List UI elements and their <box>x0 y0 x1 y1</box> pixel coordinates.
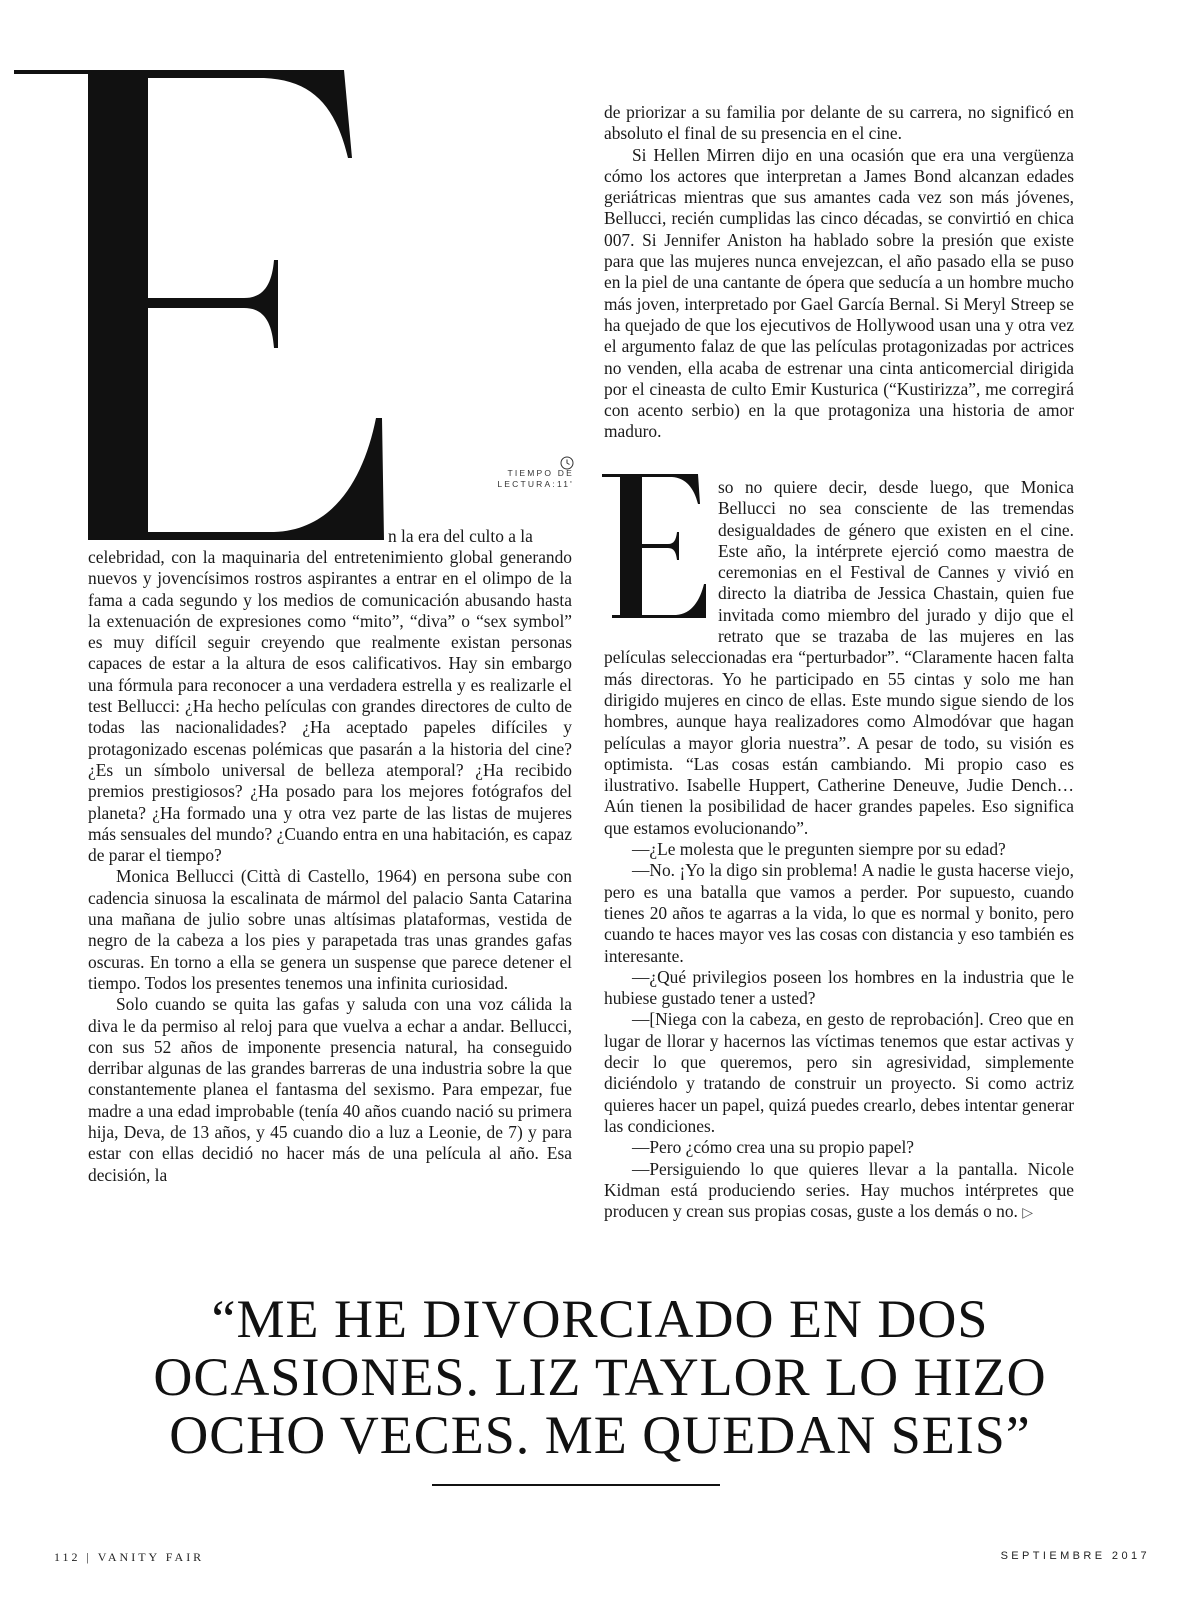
dialogue-line: —[Niega con la cabeza, en gesto de reprobación]. Creo que en lugar de llorar y hacernos las víctimas tenemos que estar activas y decir lo que queremos, pero sin agresividad, simplemente diciéndolo y tratando de construir un proyecto. Si como actriz quieres hacer un papel, quizá puedes crearlo, debes intentar generar las condiciones. <box>604 1009 1074 1136</box>
left-paragraph: Solo cuando se quita las gafas y saluda con una voz cálida la diva le da permiso al reloj para que vuelva a echar a andar. Bellucci, con sus 52 años de imponente presencia natural, ha conseguido derribar algunas de las grandes barreras de una industria sobre la que constantemente planea el fantasma del sexismo. Para empezar, fue madre a una edad improbable (tenía 40 años cuando nació su primera hija, Deva, de 13 años, y 45 cuando dio a luz a Leonie, de 7) y para estar con ellas decidió no hacer más de una película al año. Esa decisión, la <box>88 994 572 1185</box>
right-paragraph: de priorizar a su familia por delante de su carrera, no significó en absoluto el final de su presencia en el cine. <box>604 102 1074 144</box>
left-paragraph: celebridad, con la maquinaria del entretenimiento global generando nuevos y jovencísimos rostros aspirantes a entrar en el olimpo de la fama a cada segundo y los medios de comunicación abusando hasta la extenuación de expresiones como “mito”, “diva” o “sex symbol” es muy difícil seguir creyendo que realmente existan personas capaces de estar a la altura de esos calificativos. Hay sin embargo una fórmula para reconocer a una verdadera estrella y es realizarle el test Bellucci: ¿Ha hecho películas con grandes directores de culto de todas las nacionalidades? ¿Ha aceptado papeles difíciles y protagonizado escenas polémicas que pasarán a la historia del cine? ¿Es un símbolo universal de belleza atemporal? ¿Ha recibido premios prestigiosos? ¿Ha posado para los mejores fotógrafos del planeta? ¿Ha formado una y otra vez parte de las listas de mujeres más sensuales del mundo? ¿Cuando entra en una habitación, es capaz de parar el tiempo? <box>88 547 572 866</box>
right-column-lower <box>604 477 1074 1224</box>
dialogue-line-last <box>604 1159 1074 1225</box>
right-dropcap-text: so no quiere decir, desde luego, que Monica Bellucci no sea consciente de las tremendas desigualdades de género que existen en el cine. Este año, la intérprete ejerció como maestra de ceremonias en el Festival de Cannes y vivió en directo la diatriba de Jessica Chastain, quien fue invitada como miembro del jurado y dijo que el retrato que se trazaba de las mujeres en las películas seleccionadas era “perturbador”. “Claramente hacen falta más directoras. Yo he participado en 55 cintas y solo me han dirigido mujeres en cinco de ellas. Este mundo sigue siendo de los hombres, aunque haya realizadores como Almodóvar que hagan películas a mayor gloria nuestra”. A pesar de todo, su visión es optimista. “Las cosas están cambiando. Mi propio caso es ilustrativo. Isabelle Huppert, Catherine Deneuve, Judie Dench… Aún tienen la posibilidad de hacer grandes papeles. Eso significa que estamos evolucionando”. <box>604 477 1074 838</box>
dropcap-big-e <box>14 8 404 568</box>
footer-page-folio: 112 | VANITY FAIR <box>54 1550 205 1564</box>
dialogue-line: —¿Qué privilegios poseen los hombres en la industria que le hubiese gustado tener a usted? <box>604 966 1074 1009</box>
left-column <box>88 547 572 1186</box>
left-paragraph: Monica Bellucci (Città di Castello, 1964) en persona sube con cadencia sinuosa la escalinata de mármol del palacio Santa Catarina una mañana de julio sobre unas altísimas plataformas, vestida de negro de la cabeza a los pies y parapetada tras unas grandes gafas oscuras. En torno a ella se genera un suspense que parece detener el tiempo. Todos los presentes tenemos una infinita curiosidad. <box>88 866 572 993</box>
right-dropcap-paragraph <box>604 477 1074 839</box>
dialogue-last-text: —Persiguiendo lo que quieres llevar a la pantalla. Nicole Kidman está produciendo series. Hay muchos intérpretes que producen y crean sus propias cosas, guste a los demás o no. <box>604 1158 1074 1222</box>
dialogue-line: —No. ¡Yo la digo sin problema! A nadie le gusta hacerse viejo, pero es una batalla que vamos a perder. Por supuesto, cuando tienes 20 años te agarras a la vida, lo que es normal y bonito, pero cuando te haces mayor ves las cosas con distancia y eso también es interesante. <box>604 860 1074 966</box>
reading-time <box>470 468 574 490</box>
pull-quote: “ME HE DIVORCIADO EN DOS OCASIONES. LIZ TAYLOR LO HIZO OCHO VECES. ME QUEDAN SEIS” <box>153 1289 1047 1465</box>
reading-time-line1: TIEMPO DE <box>507 468 574 478</box>
dialogue-line: —¿Le molesta que le pregunten siempre por su edad? <box>632 839 1006 860</box>
right-paragraph: Si Hellen Mirren dijo en una ocasión que era una vergüenza cómo los actores que interpretan a James Bond alcanzan edades geriátricas mientras que sus amantes cada vez son más jóvenes, Bellucci, recién cumplidas las cinco décadas, se convirtió en chica 007. Si Jennifer Aniston ha hablado sobre la presión que existe para que las mujeres nunca envejezcan, el año pasado ella se puso en la piel de una cantante de ópera que seducía a un hombre mucho más joven, interpretado por Gael García Bernal. Si Meryl Streep se ha quejado de que los ejecutivos de Hollywood usan una y otra vez el argumento falaz de que las películas protagonizadas por actrices no venden, ella acaba de estrenar una cinta anticomercial dirigida por el cineasta de culto Emir Kusturica (“Kustirizza”, me corregirá con acento serbio) en la que protagoniza una historia de amor maduro. <box>604 144 1074 442</box>
quote-divider <box>432 1484 720 1486</box>
footer-date: SEPTIEMBRE 2017 <box>1000 1550 1150 1562</box>
dialogue-line: —Pero ¿cómo crea una su propio papel? <box>632 1137 915 1158</box>
reading-time-line2: LECTURA:11' <box>497 479 574 489</box>
dropcap-spacer <box>604 477 718 627</box>
end-mark-icon: ▷ <box>1022 1206 1034 1222</box>
lead-first-line: n la era del culto a la <box>388 526 533 546</box>
right-column-top <box>604 102 1074 443</box>
